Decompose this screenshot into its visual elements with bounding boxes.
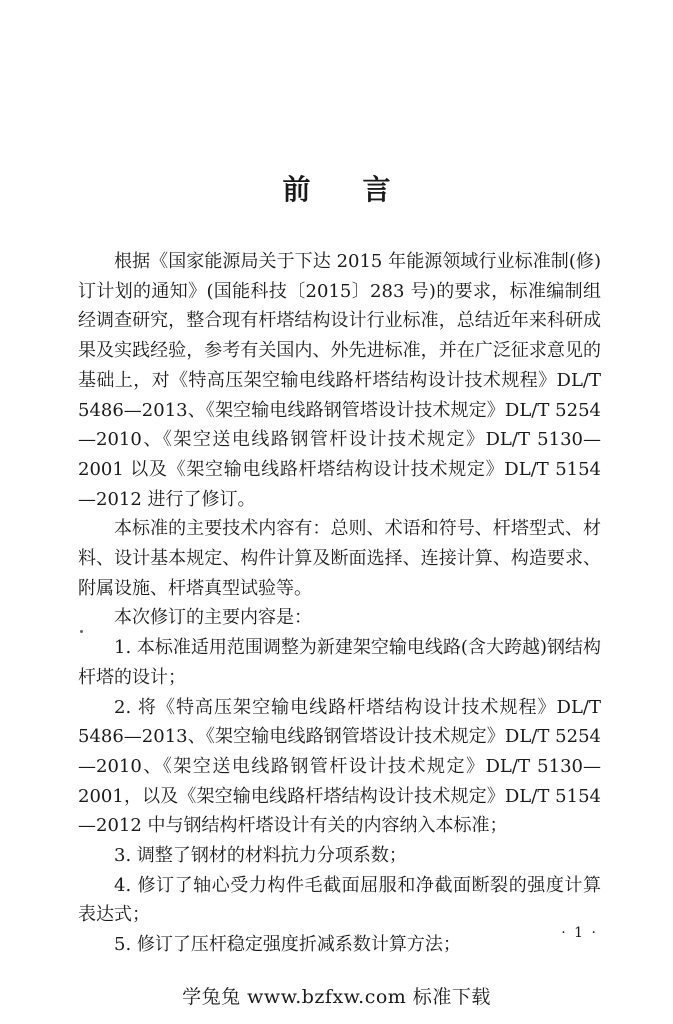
revision-item-4: 4. 修订了轴心受力构件毛截面屈服和净截面断裂的强度计算表达式； xyxy=(78,874,601,926)
paragraph-main-content: 本标准的主要技术内容有：总则、术语和符号、杆塔型式、材料、设计基本规定、构件计算及断面选择、连接计算、构造要求、附属设施、杆塔真型试验等。 xyxy=(78,518,601,599)
revision-item-1: 1. 本标准适用范围调整为新建架空输电线路(含大跨越)钢结构杆塔的设计； xyxy=(78,637,601,688)
paragraph-intro: 根据《国家能源局关于下达 2015 年能源领域行业标准制(修)订计划的通知》(国能科技〔2015〕283 号)的要求，标准编制组经调查研究，整合现有杆塔结构设计行业标准，总结近年来科研成果及实践经验，参考有关国内、外先进标准，并在广泛征求意见的基础上，对《特高压架空输电线路杆塔结构设计技术规程》DL/T 5486—2013、《架空输电线路钢管塔设计技术规定》DL/T 5254—2010、《架空送电线路钢管杆设计技术规定》DL/T 5130—2001 以及《架空输电线路杆塔结构设计技术规定》DL/T 5154—2012 进行了修订。 xyxy=(78,251,601,510)
scan-speck xyxy=(80,630,83,633)
title-char-left: 前 xyxy=(282,173,311,206)
preface-body xyxy=(78,247,601,960)
revision-item-3: 3. 调整了钢材的材料抗力分项系数； xyxy=(114,845,407,867)
page-title xyxy=(0,168,673,208)
title-char-right: 言 xyxy=(362,173,391,206)
footer-watermark: 学兔兔 www.bzfxw.com 标准下载 xyxy=(182,986,491,1008)
page-number: · 1 · xyxy=(561,925,598,941)
paragraph-revision-heading: 本次修订的主要内容是： xyxy=(114,607,312,629)
revision-item-5: 5. 修订了压杆稳定强度折减系数计算方法； xyxy=(114,934,461,956)
revision-item-2: 2. 将《特高压架空输电线路杆塔结构设计技术规程》DL/T 5486—2013、《架空输电线路钢管塔设计技术规定》DL/T 5254—2010、《架空送电线路钢管杆设计技术规定》DL/T 5130—2001，以及《架空输电线路杆塔结构设计技术规定》DL/T 5154—2012 中与钢结构杆塔设计有关的内容纳入本标准； xyxy=(78,696,601,837)
